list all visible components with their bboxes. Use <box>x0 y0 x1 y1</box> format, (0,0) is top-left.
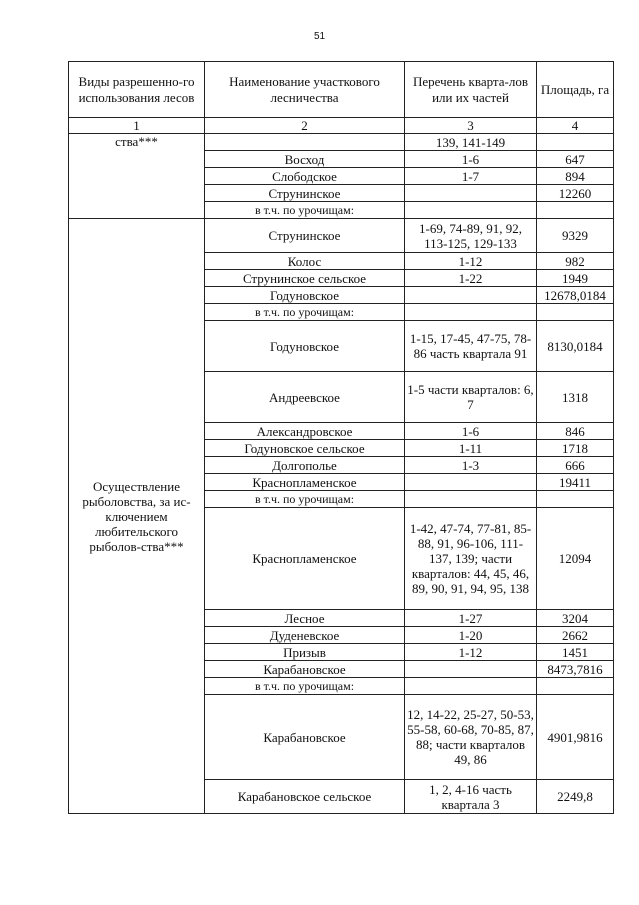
area-cell: 666 <box>537 457 614 474</box>
header-row <box>69 62 614 118</box>
forestry-name-cell: Карабановское <box>205 695 405 780</box>
use-type-cell: ства*** <box>69 134 205 219</box>
area-cell: 647 <box>537 151 614 168</box>
area-cell <box>537 491 614 508</box>
forestry-name-cell: Александровское <box>205 423 405 440</box>
area-cell: 12260 <box>537 185 614 202</box>
forestry-name-cell: Годуновское <box>205 287 405 304</box>
area-cell: 846 <box>537 423 614 440</box>
quarters-cell: 1, 2, 4-16 часть квартала 3 <box>405 780 537 814</box>
quarters-cell <box>405 202 537 219</box>
quarters-cell <box>405 491 537 508</box>
quarters-cell: 1-20 <box>405 627 537 644</box>
area-cell: 2249,8 <box>537 780 614 814</box>
forestry-name-cell <box>205 134 405 151</box>
quarters-cell: 1-12 <box>405 253 537 270</box>
forestry-name-cell: Призыв <box>205 644 405 661</box>
page-number: 51 <box>313 31 326 42</box>
quarters-cell: 1-5 части кварталов: 6, 7 <box>405 372 537 423</box>
forestry-name-cell: Краснопламенское <box>205 508 405 610</box>
area-cell: 1451 <box>537 644 614 661</box>
table-row <box>69 219 614 253</box>
forestry-name-cell: в т.ч. по урочищам: <box>205 678 405 695</box>
quarters-cell: 1-3 <box>405 457 537 474</box>
forestry-name-cell: Долгополье <box>205 457 405 474</box>
quarters-cell: 1-15, 17-45, 47-75, 78-86 часть квартала 91 <box>405 321 537 372</box>
quarters-cell: 1-6 <box>405 151 537 168</box>
forestry-name-cell: Лесное <box>205 610 405 627</box>
header-quarters: Перечень кварта-лов или их частей <box>405 62 537 118</box>
forestry-name-cell: Андреевское <box>205 372 405 423</box>
forestry-name-cell: Годуновское <box>205 321 405 372</box>
area-cell <box>537 304 614 321</box>
area-cell: 1949 <box>537 270 614 287</box>
forestry-name-cell: Карабановское <box>205 661 405 678</box>
area-cell: 982 <box>537 253 614 270</box>
quarters-cell: 1-22 <box>405 270 537 287</box>
forestry-name-cell: Восход <box>205 151 405 168</box>
column-number: 3 <box>405 118 537 134</box>
area-cell: 1318 <box>537 372 614 423</box>
area-cell: 1718 <box>537 440 614 457</box>
forestry-name-cell: Краснопламенское <box>205 474 405 491</box>
quarters-cell: 1-6 <box>405 423 537 440</box>
quarters-cell <box>405 185 537 202</box>
forestry-name-cell: Годуновское сельское <box>205 440 405 457</box>
area-cell: 12678,0184 <box>537 287 614 304</box>
area-cell <box>537 134 614 151</box>
forestry-name-cell: в т.ч. по урочищам: <box>205 202 405 219</box>
forestry-name-cell: Карабановское сельское <box>205 780 405 814</box>
area-cell: 894 <box>537 168 614 185</box>
area-cell: 12094 <box>537 508 614 610</box>
area-cell <box>537 678 614 695</box>
forestry-name-cell: Колос <box>205 253 405 270</box>
area-cell: 3204 <box>537 610 614 627</box>
quarters-cell: 1-42, 47-74, 77-81, 85-88, 91, 96-106, 111-137, 139; части кварталов: 44, 45, 46, 89, 90, 91, 94, 95, 138 <box>405 508 537 610</box>
quarters-cell: 1-69, 74-89, 91, 92, 113-125, 129-133 <box>405 219 537 253</box>
quarters-cell: 1-12 <box>405 644 537 661</box>
area-cell: 8473,7816 <box>537 661 614 678</box>
forestry-name-cell: в т.ч. по урочищам: <box>205 491 405 508</box>
column-number: 4 <box>537 118 614 134</box>
quarters-cell <box>405 661 537 678</box>
quarters-cell <box>405 474 537 491</box>
forestry-name-cell: Струнинское <box>205 185 405 202</box>
area-cell: 4901,9816 <box>537 695 614 780</box>
header-forestry-name: Наименование участкового лесничества <box>205 62 405 118</box>
quarters-cell <box>405 678 537 695</box>
forestry-name-cell: Струнинское <box>205 219 405 253</box>
column-number: 2 <box>205 118 405 134</box>
quarters-cell: 12, 14-22, 25-27, 50-53, 55-58, 60-68, 70-85, 87, 88; части кварталов 49, 86 <box>405 695 537 780</box>
quarters-cell: 1-11 <box>405 440 537 457</box>
header-area: Площадь, га <box>537 62 614 118</box>
forest-use-table <box>68 61 614 814</box>
header-use-type: Виды разрешенно-го использования лесов <box>69 62 205 118</box>
quarters-cell: 1-7 <box>405 168 537 185</box>
area-cell <box>537 202 614 219</box>
quarters-cell <box>405 304 537 321</box>
forestry-name-cell: Слободское <box>205 168 405 185</box>
column-number-row <box>69 118 614 134</box>
quarters-cell: 1-27 <box>405 610 537 627</box>
area-cell: 19411 <box>537 474 614 491</box>
column-number: 1 <box>69 118 205 134</box>
area-cell: 2662 <box>537 627 614 644</box>
forestry-name-cell: в т.ч. по урочищам: <box>205 304 405 321</box>
area-cell: 9329 <box>537 219 614 253</box>
forestry-name-cell: Струнинское сельское <box>205 270 405 287</box>
area-cell: 8130,0184 <box>537 321 614 372</box>
quarters-cell <box>405 287 537 304</box>
table-row <box>69 134 614 151</box>
quarters-cell: 139, 141-149 <box>405 134 537 151</box>
use-type-cell: Осуществление рыболовства, за ис-ключением любительского рыболов-ства*** <box>69 219 205 814</box>
forestry-name-cell: Дуденевское <box>205 627 405 644</box>
